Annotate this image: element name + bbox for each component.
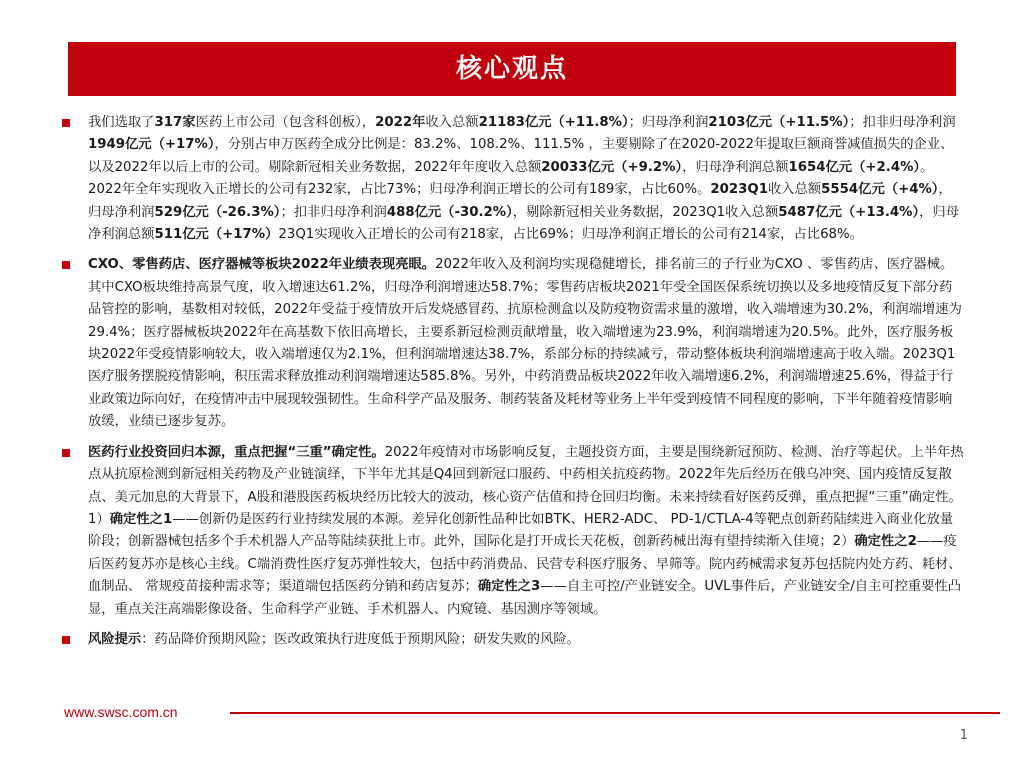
- bold-text: 529亿元（-26.3%）: [154, 204, 281, 220]
- body-text: ——疫后医药复苏亦是核心主线。C端消费性医疗复苏弹性较大，包括中药消费品、民营专科医疗服务、早筛等。院内药械需求复苏包括院内处方药、耗材、血制品、 常规疫苗接种需求等；渠道端包括医药分销和药店复苏；: [88, 534, 962, 595]
- body-text: 2022年收入及利润均实现稳健增长，排名前三的子行业为CXO 、零售药店、医疗器械。其中CXO板块维持高景气度，收入增速达61.2%，归母净利润增速达58.7%；零售药店板块2021年受全国医保系统切换以及多地疫情反复下部分药品管控的影响，基数相对较低，2022年受益于疫情放开后发烧感冒药、抗原检测盒以及防疫物资需求量的激增，收入端增速为30.2%，利润端增速为29.4%；医疗器械板块2022年在高基数下依旧高增长，主要系新冠检测贡献增量，收入端增速为23.9%，利润端增速为20.5%。此外，医疗服务板块2022年受疫情影响较大，收入端增速仅为2.1%，但利润端增速达38.7%，系部分标的持续减亏，带动整体板块利润端增速高于收入端。2023Q1医疗服务摆脱疫情影响，积压需求释放推动利润端增速达585.8%。另外，中药消费品板块2022年收入端增速6.2%，利润端增速25.6%，得益于行业政策边际向好，在疫情冲击中展现较强韧性。生命科学产品及服务、制药装备及耗材等业务上半年受到疫情不同程度的影响，下半年随着疫情影响放缓，业绩已逐步复苏。: [88, 257, 962, 430]
- footer-url: www.swsc.com.cn: [64, 704, 178, 720]
- bullet-risk: [60, 629, 965, 651]
- bold-text: 5487亿元（+13.4%）: [778, 204, 920, 220]
- content-body: [60, 112, 965, 659]
- bullet-investment: [60, 442, 965, 621]
- bold-text: CXO、零售药店、医疗器械等板块2022年业绩表现亮眼。: [88, 257, 436, 273]
- body-text: ；归母净利润: [628, 115, 709, 130]
- body-text: ，归母净利润: [88, 182, 952, 220]
- bullet-sectors: [60, 254, 965, 433]
- body-text: 医药上市公司（包含科创板），: [195, 115, 376, 130]
- bold-text: 风险提示: [88, 631, 142, 647]
- body-text: 收入总额: [425, 115, 479, 130]
- title-banner: [68, 42, 956, 96]
- page-title: 核心观点: [455, 54, 568, 84]
- body-text: ；扣非归母净利润: [280, 204, 387, 220]
- bold-text: 511亿元（+17%）: [154, 227, 279, 243]
- bold-text: 1654亿元（+2.4%）: [788, 159, 921, 175]
- body-text: 。2022年全年实现收入正增长的公司有232家，占比73%；归母净利润正增长的公司有189家，占比60%。: [88, 159, 934, 198]
- bold-text: 2023Q1: [710, 182, 768, 198]
- body-text: 2022年疫情对市场影响反复，主题投资方面，主要是围绕新冠预防、检测、治疗等起伏。上半年热点从抗原检测到新冠相关药物及产业链演绎，下半年尤其是Q4回到新冠口服药、中药相关抗疫药物。2022年先后经历在俄乌冲突、国内疫情反复散点、美元加息的大背景下，A股和港股医药板块经历比较大的波动，核心资产估值和持仓回归均衡。未来持续看好医药反弹，重点把握“三重”确定性。1）: [88, 444, 964, 527]
- bold-text: 20033亿元（+9.2%）: [541, 159, 683, 175]
- bold-text: 2103亿元（+11.5%）: [708, 115, 850, 130]
- body-text: 23Q1实现收入正增长的公司有218家，占比69%；归母净利润正增长的公司有214家，占比68%。: [278, 227, 863, 243]
- bold-text: 317家: [154, 115, 196, 130]
- body-text: ；扣非归母净利润: [849, 115, 956, 130]
- bold-text: 488亿元（-30.2%）: [386, 204, 513, 220]
- bold-text: 2022年: [375, 115, 426, 130]
- bold-text: 1949亿元（+17%）: [88, 137, 215, 153]
- bullet-square-icon: [62, 119, 70, 127]
- bullet-square-icon: [62, 636, 70, 644]
- body-text: ，分别占申万医药全成分比例是：83.2%、108.2%、111.5% ，主要剔除了在2020-2022年提取巨额商誉减值损失的企业、以及2022年以后上市的公司。剔除新冠相关业务数据，2022年年度收入总额: [88, 137, 954, 175]
- bullet-summary: [60, 112, 965, 246]
- body-text: ——创新仍是医药行业持续发展的本源。差异化创新性品种比如BTK、HER2-ADC、 PD-1/CTLA-4等靶点创新药陆续进入商业化放量阶段；创新器械包括多个手术机器人产品等陆续获批上市。此外，国际化是打开成长天花板，创新药械出海有望持续渐入佳境；2）: [88, 511, 954, 550]
- body-text: 收入总额: [767, 182, 822, 198]
- bold-text: 医药行业投资回归本源，重点把握“三重”确定性。: [88, 444, 385, 460]
- bullet-square-icon: [62, 261, 70, 269]
- body-text: 我们选取了: [88, 115, 155, 130]
- bold-text: 确定性之1: [109, 511, 173, 527]
- body-text: ，归母净利润总额: [88, 204, 959, 243]
- body-text: ，剔除新冠相关业务数据，2023Q1收入总额: [512, 204, 779, 220]
- body-text: ——自主可控/产业链安全。UVL事件后，产业链安全/自主可控重要性凸显，重点关注高端影像设备、生命科学产业链、手术机器人、内窥镜、基因测序等领域。: [88, 579, 962, 617]
- bullet-square-icon: [62, 449, 70, 457]
- body-text: ：药品降价预期风险；医改政策执行进度低于预期风险；研发失败的风险。: [141, 631, 580, 647]
- footer-divider: [230, 712, 1000, 714]
- bold-text: 21183亿元（+11.8%）: [478, 115, 629, 130]
- page-number: 1: [959, 728, 968, 743]
- bold-text: 5554亿元（+4%）: [821, 182, 939, 198]
- body-text: ，归母净利润总额: [682, 159, 789, 175]
- bold-text: 确定性之3: [477, 579, 541, 595]
- bold-text: 确定性之2: [854, 534, 917, 550]
